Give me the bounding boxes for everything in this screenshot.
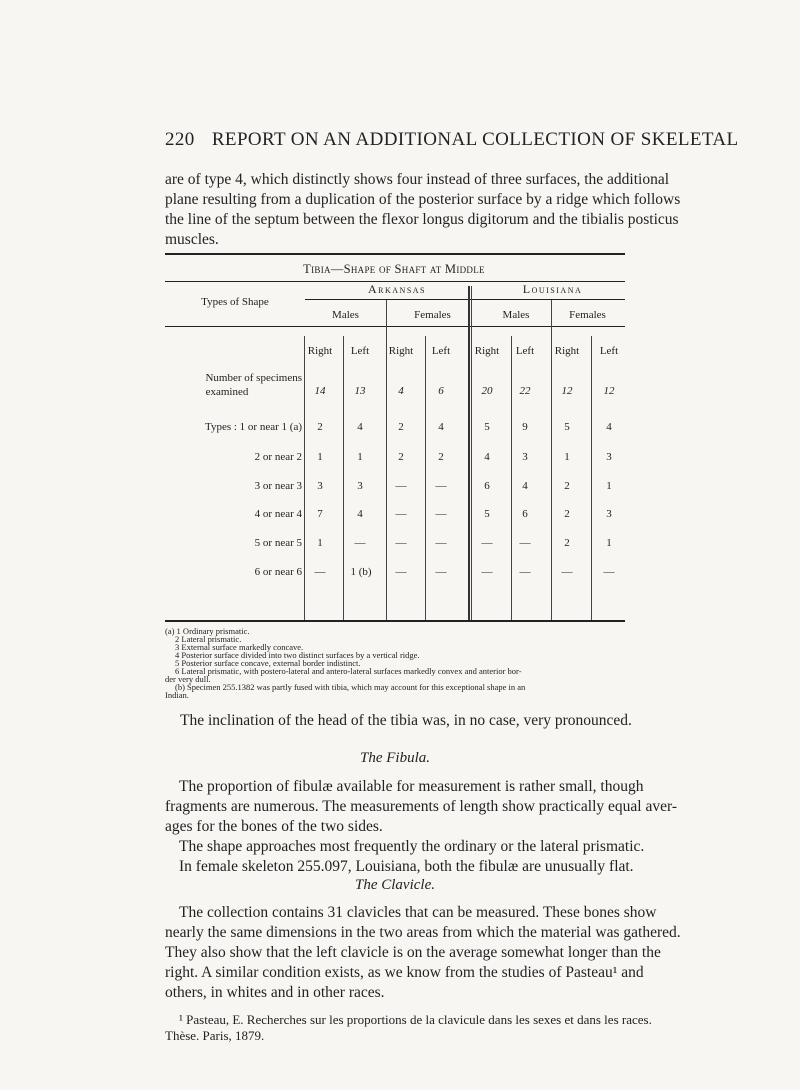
text-line: The collection contains 31 clavicles that can be measured. These bones show [179,904,657,921]
table-note: 6 Lateral prismatic, with postero-lateral and antero-lateral surfaces markedly convex and anterior bor- [175,666,522,676]
table-cell: 2 [317,421,323,433]
table-cell: — [481,566,493,578]
table-cell: — [561,566,573,578]
table-cell: 12 [561,385,573,397]
row-label: 4 or near 4 [254,508,302,520]
table-cell: 20 [481,385,493,397]
text-line: The inclination of the head of the tibia was, in no case, very pronounced. [180,712,632,729]
table-note: (a) 1 Ordinary prismatic. [165,626,250,636]
sex-header: Females [414,309,451,321]
table-cell: 4 [357,508,363,520]
table-cell: 1 [317,537,323,549]
side-header: Left [515,345,535,357]
text-line: The proportion of fibulæ available for measurement is rather small, though [179,778,644,795]
side-header: Left [431,345,451,357]
row-label: 5 or near 5 [254,537,302,549]
sex-header: Males [332,309,359,321]
group-header-arkansas: Arkansas [367,282,426,296]
table-cell: 4 [606,421,612,433]
side-header: Right [307,345,333,357]
table-top-rule [165,253,625,255]
table-cell: 2 [438,451,444,463]
running-head-title: REPORT ON AN ADDITIONAL COLLECTION OF SKELETAL [211,129,739,150]
table-note: (b) Specimen 255.1382 was partly fused with tibia, which may account for this exceptional shape in an [175,682,526,692]
table-cell: — [435,537,447,549]
text-line: ages for the bones of the two sides. [165,818,383,835]
table-cell: 1 [606,480,612,492]
table-cell: — [314,566,326,578]
table-cell: 2 [564,537,570,549]
table-cell: 14 [314,385,326,397]
table-note: 3 External surface markedly concave. [175,642,304,652]
table-cell: 2 [564,508,570,520]
row-header-label: Types of Shape [201,296,269,308]
side-header: Right [388,345,414,357]
table-cell: 9 [522,421,528,433]
table-cell: — [395,480,407,492]
clavicle-paragraph [165,903,685,1003]
side-header: Right [554,345,580,357]
text-line: In female skeleton 255.097, Louisiana, both the fibulæ are unusually flat. [179,858,634,875]
table-cell: 3 [522,451,528,463]
table-cell: 2 [398,421,404,433]
sex-underline [165,326,625,327]
table-cell: 6 [438,385,444,397]
side-header: Left [350,345,370,357]
table-cell: — [354,537,366,549]
table-cell: — [481,537,493,549]
table-cell: 13 [354,385,366,397]
text-line: others, in whites and in other races. [165,984,385,1001]
sex-header: Males [502,309,530,321]
sex-header: Females [569,309,606,321]
table-cell: 6 [522,508,528,520]
row-label: 2 or near 2 [254,451,302,463]
table-cell: — [435,508,447,520]
table-cell: 22 [519,385,531,397]
table-cell: — [395,537,407,549]
table-note: 4 Posterior surface divided into two distinct surfaces by a vertical ridge. [175,650,420,660]
text-line: muscles. [165,231,219,248]
inclination-paragraph [180,711,685,731]
section-heading-fibula: The Fibula. [360,750,430,766]
footnote-line: Thèse. Paris, 1879. [165,1028,265,1043]
table-cell: 1 [357,451,363,463]
table-cell: 1 (b) [350,566,372,578]
row-label [160,371,302,399]
text-line: The shape approaches most frequently the ordinary or the lateral prismatic. [179,838,645,855]
column-rule [468,286,470,620]
table-cell: 1 [317,451,323,463]
table-cell: 6 [484,480,490,492]
table-cell: — [435,566,447,578]
row-label: Types : 1 or near 1 (a) [205,421,302,433]
table-cell: 4 [357,421,363,433]
table-cell: 5 [564,421,570,433]
table-cell: 4 [484,451,490,463]
table-cell: 1 [564,451,570,463]
table-cell: 7 [317,508,323,520]
table-cell: 1 [606,537,612,549]
text-line: They also show that the left clavicle is on the average somewhat longer than the [165,944,661,961]
row-label-line: examined [205,386,249,398]
table-cell: 5 [484,421,490,433]
page-number: 220 [165,129,195,150]
group-underline [305,299,625,300]
text-line: the line of the septum between the flexor longus digitorum and the tibialis posticus [165,211,679,228]
table-cell: — [519,537,531,549]
row-label: 6 or near 6 [254,566,302,578]
table-cell: 3 [606,508,612,520]
table-note: der very dull. [165,674,211,684]
text-line: nearly the same dimensions in the two areas from which the material was gathered. [165,924,681,941]
footnote-line: ¹ Pasteau, E. Recherches sur les proportions de la clavicule dans les sexes et dans les races. [179,1012,652,1027]
table-note: Indian. [165,690,189,700]
table-cell: 2 [398,451,404,463]
table-cell: — [519,566,531,578]
table-cell: 4 [438,421,444,433]
table-cell: 3 [606,451,612,463]
text-line: fragments are numerous. The measurements of length show practically equal aver- [165,798,678,815]
side-header: Right [474,345,500,357]
table-cell: 5 [484,508,490,520]
fibula-paragraph [165,777,685,877]
section-heading-clavicle: The Clavicle. [355,877,435,893]
text-line: are of type 4, which distinctly shows four instead of three surfaces, the additional [165,171,670,188]
table-cell: 4 [522,480,528,492]
table-cell: — [603,566,615,578]
table-title: Tibia—Shape of Shaft at Middle [303,262,485,276]
group-header-louisiana: Louisiana [522,282,583,296]
table-note: 5 Posterior surface concave, external border indistinct. [175,658,361,668]
text-line: right. A similar condition exists, as we know from the studies of Pasteau¹ and [165,964,644,981]
table-cell: 3 [357,480,363,492]
table-cell: 12 [603,385,615,397]
intro-paragraph [165,170,685,250]
text-line: plane resulting from a duplication of the posterior surface by a ridge which follows [165,191,681,208]
side-header: Left [599,345,619,357]
table-cell: 3 [317,480,323,492]
table-note: 2 Lateral prismatic. [175,634,242,644]
running-head [165,129,739,151]
table-bottom-rule [165,620,625,622]
footnote [165,1012,685,1044]
row-label: 3 or near 3 [254,480,302,492]
row-label-line: Number of specimens [205,372,302,384]
table-cell: — [395,508,407,520]
table-cell: 2 [564,480,570,492]
table-cell: — [395,566,407,578]
table-cell: — [435,480,447,492]
column-rule [591,336,592,620]
table-cell: 4 [398,385,404,397]
